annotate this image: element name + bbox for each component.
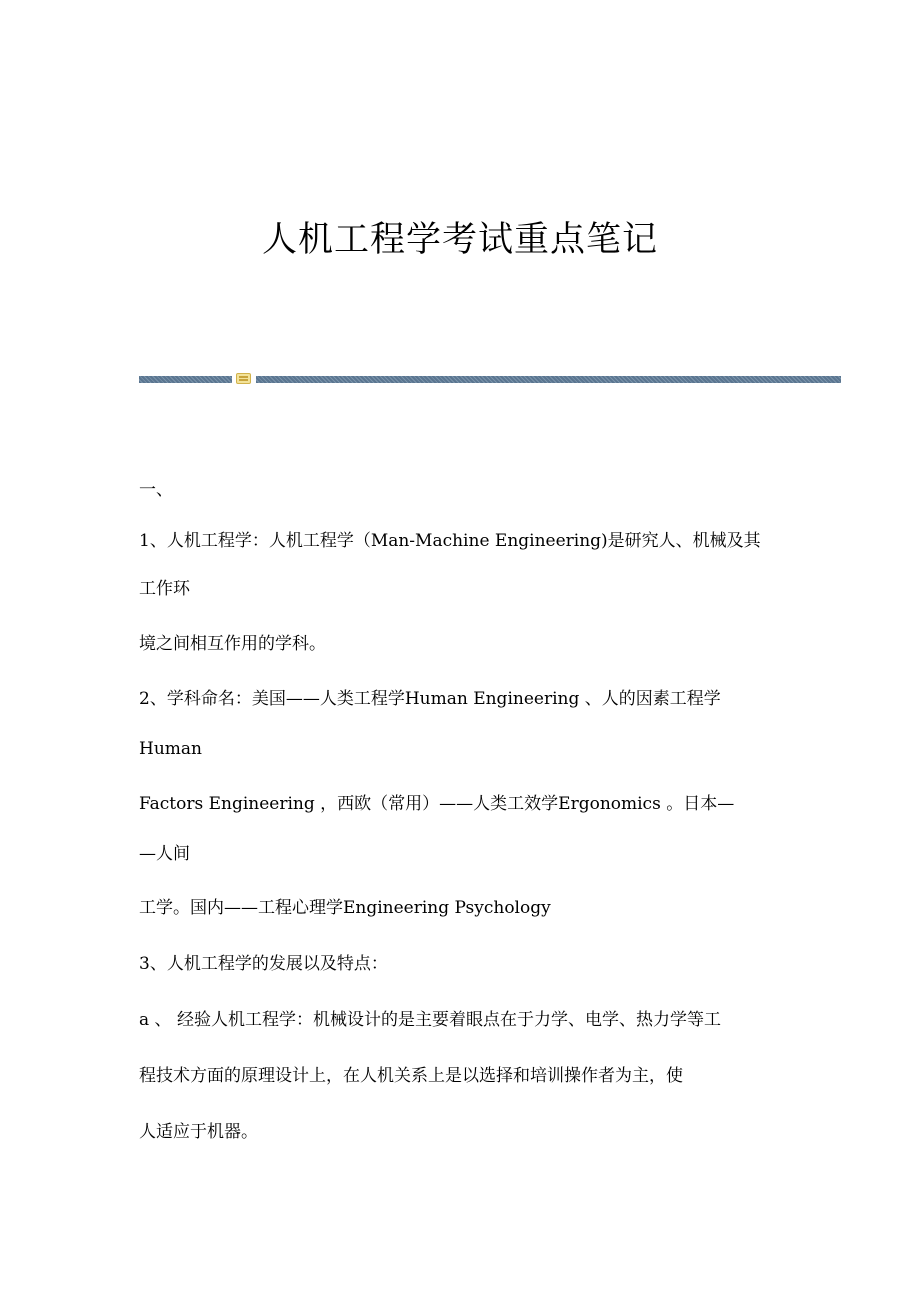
divider-ornament-icon <box>236 373 251 384</box>
title-divider <box>139 372 841 386</box>
paragraph-line: 3、人机工程学的发展以及特点： <box>139 954 388 974</box>
paragraph-line: a 、 经验人机工程学：机械设计的是主要着眼点在于力学、电学、热力学等工 <box>139 1010 721 1030</box>
section-heading: 一、 <box>139 480 173 500</box>
paragraph-line: 工作环 <box>139 579 190 599</box>
paragraph-line: Human <box>139 739 202 759</box>
paragraph-line: 境之间相互作用的学科。 <box>139 634 326 654</box>
paragraph-line: 程技术方面的原理设计上，在人机关系上是以选择和培训操作者为主，使 <box>139 1066 683 1086</box>
paragraph-line: 人适应于机器。 <box>139 1122 258 1142</box>
document-title: 人机工程学考试重点笔记 <box>261 220 658 260</box>
paragraph-line: —人间 <box>139 844 190 864</box>
paragraph-line: 2、学科命名：美国——人类工程学Human Engineering 、人的因素工程学 <box>139 689 721 709</box>
paragraph-line: 1、人机工程学：人机工程学（Man-Machine Engineering)是研究人、机械及其 <box>139 531 761 551</box>
paragraph-line: 工学。国内——工程心理学Engineering Psychology <box>139 898 551 918</box>
divider-bar-right <box>256 376 841 383</box>
divider-bar-left <box>139 376 232 383</box>
paragraph-line: Factors Engineering ，西欧（常用）——人类工效学Ergonomics 。日本— <box>139 794 735 814</box>
